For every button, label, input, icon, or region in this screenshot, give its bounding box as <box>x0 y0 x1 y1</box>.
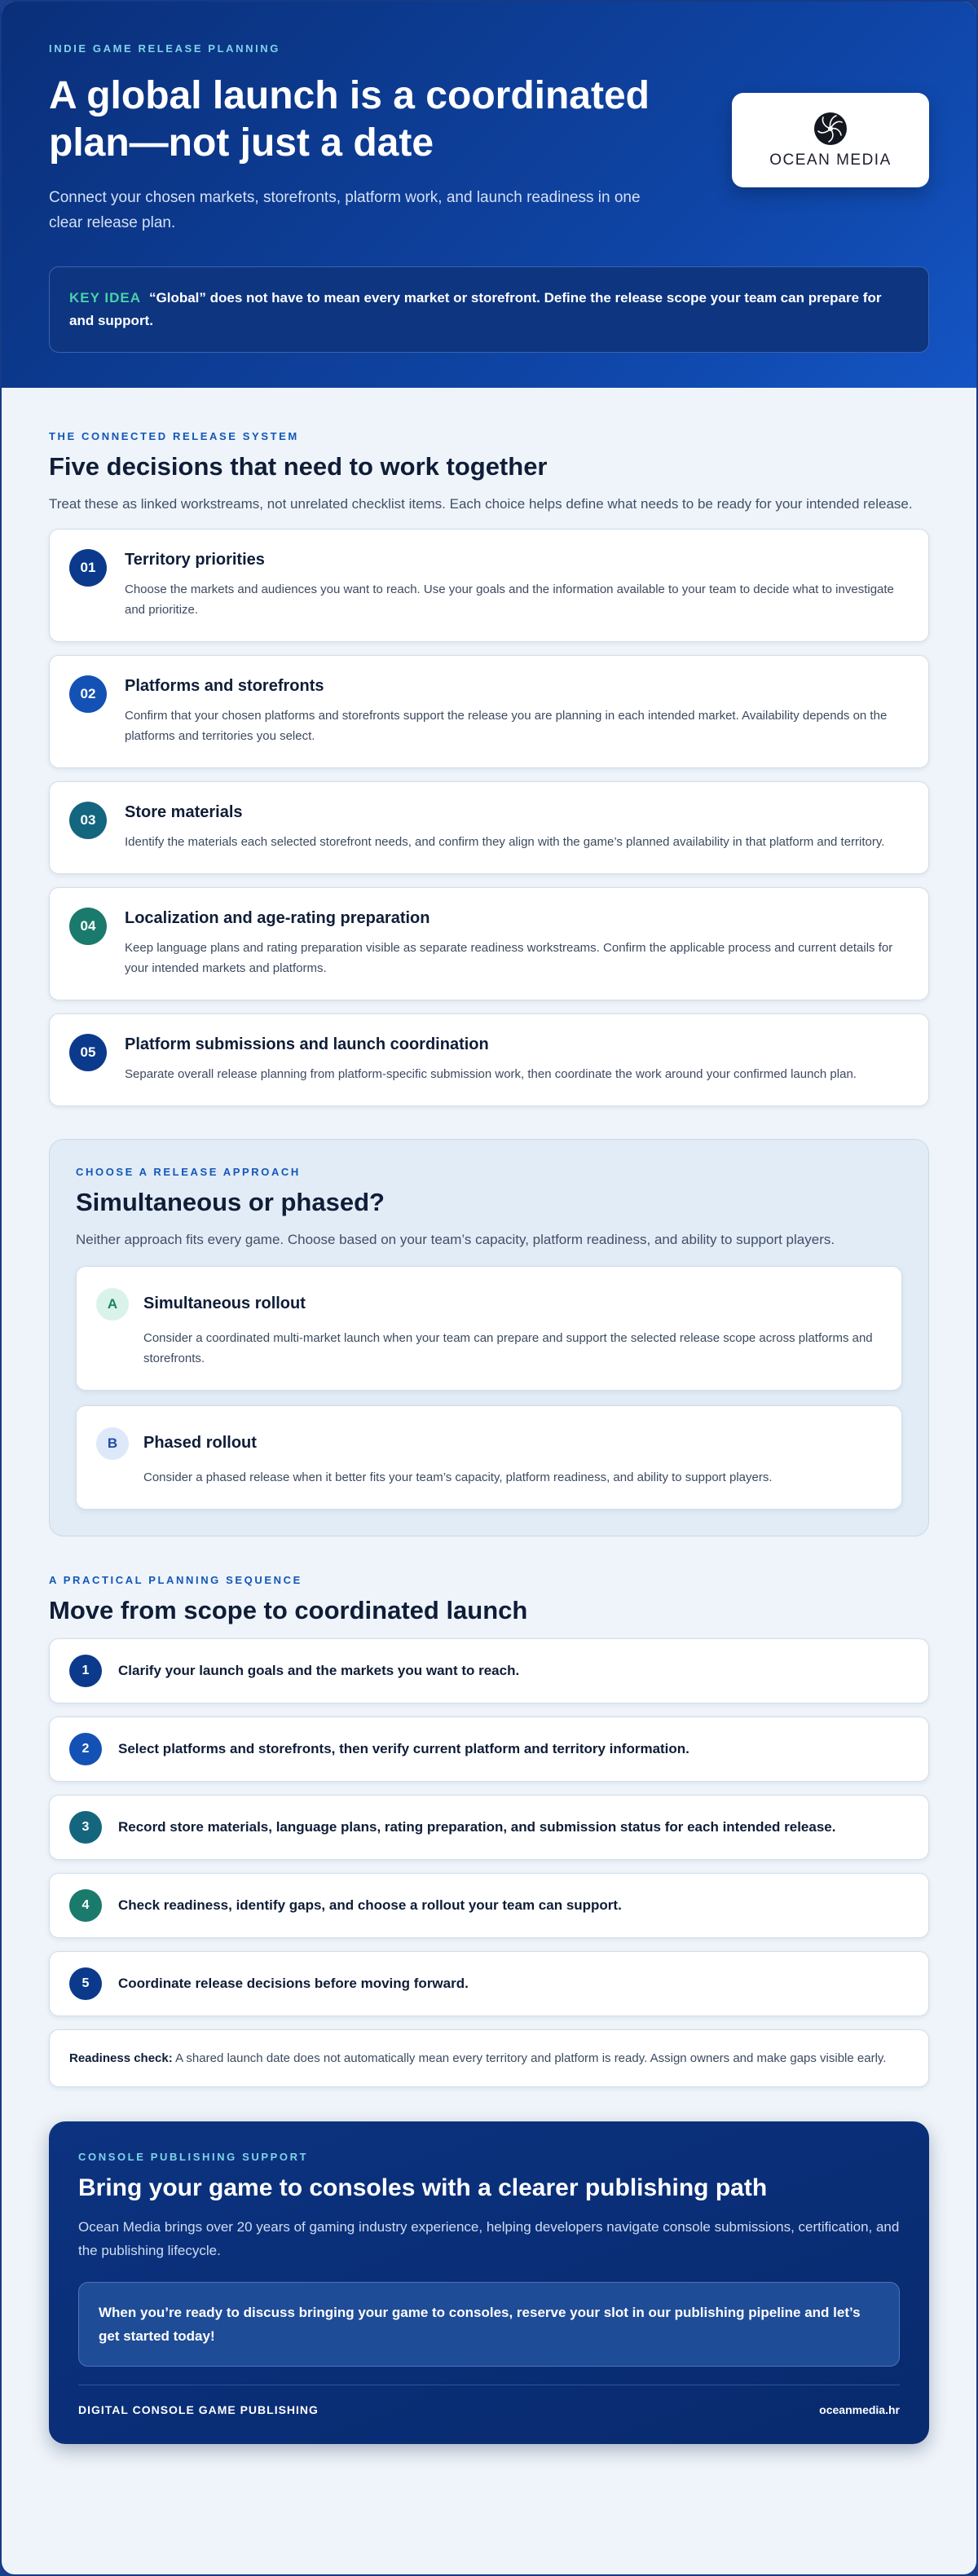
ocean-media-logo <box>732 93 929 187</box>
decision-number: 01 <box>69 549 107 587</box>
step-text: Select platforms and storefronts, then verify current platform and territory information. <box>118 1741 689 1756</box>
decisions-title: Five decisions that need to work together <box>49 452 548 481</box>
hero-header <box>2 2 976 388</box>
decision-card <box>49 887 929 1000</box>
footer-website-link[interactable]: oceanmedia.hr <box>819 2403 900 2416</box>
step-number: 2 <box>69 1733 102 1765</box>
sequence-eyebrow: A PRACTICAL PLANNING SEQUENCE <box>49 1574 302 1586</box>
step-text: Clarify your launch goals and the markets you want to reach. <box>118 1663 520 1678</box>
decision-text: Identify the materials each selected storefront needs, and confirm they align with the game’s planned availability in that platform and territory. <box>125 835 885 849</box>
decision-title: Territory priorities <box>125 551 265 569</box>
decision-text: Separate overall release planning from platform-specific submission work, then coordinate the work around your confirmed launch plan. <box>125 1067 857 1081</box>
decision-title: Platform submissions and launch coordination <box>125 1035 489 1053</box>
readiness-text: A shared launch date does not automatically mean every territory and platform is ready. Assign owners and make gaps visible early. <box>172 2051 887 2065</box>
readiness-label: Readiness check: <box>69 2051 173 2065</box>
logo-wordmark: OCEAN MEDIA <box>769 152 892 169</box>
promo-call-to-action: When you’re ready to discuss bringing your game to consoles, reserve your slot in our publishing pipeline and let’s get started today! <box>78 2282 900 2367</box>
decision-number: 03 <box>69 802 107 839</box>
ocean-media-logo-mark-icon <box>813 111 848 147</box>
sequence-title: Move from scope to coordinated launch <box>49 1596 528 1624</box>
decision-number: 05 <box>69 1034 107 1071</box>
option-title: Simultaneous rollout <box>143 1295 306 1312</box>
step-number: 4 <box>69 1889 102 1922</box>
release-approach-panel <box>49 1139 929 1536</box>
decision-text: Choose the markets and audiences you want to reach. Use your goals and the information available to your team to decide what to investigate and prioritize. <box>125 582 894 617</box>
step-number: 1 <box>69 1655 102 1687</box>
option-text: Consider a coordinated multi-market launch when your team can prepare and support the selected release scope across platforms and storefronts. <box>143 1331 873 1365</box>
planning-sequence-section <box>2 1536 976 2087</box>
readiness-check-note <box>49 2029 929 2087</box>
decision-title: Platforms and storefronts <box>125 677 324 695</box>
key-idea-label: KEY IDEA <box>69 290 141 306</box>
decisions-section <box>2 388 976 1106</box>
option-card-phased <box>76 1405 902 1510</box>
step-text: Check readiness, identify gaps, and choose a rollout your team can support. <box>118 1897 622 1913</box>
decision-title: Localization and age-rating preparation <box>125 909 430 927</box>
key-idea-text: “Global” does not have to mean every market or storefront. Define the release scope your team can prepare for and support. <box>69 290 882 328</box>
key-idea-callout <box>49 266 929 353</box>
sequence-step <box>49 1873 929 1938</box>
option-letter: B <box>96 1427 129 1460</box>
console-publishing-promo <box>49 2121 929 2444</box>
promo-title: Bring your game to consoles with a clearer publishing path <box>78 2174 768 2201</box>
sequence-step <box>49 1795 929 1860</box>
decision-text: Confirm that your chosen platforms and storefronts support the release you are planning in each intended market. Availability depends on the platforms and territories you select. <box>125 709 888 743</box>
hero-subtitle: Connect your chosen markets, storefronts, platform work, and launch readiness in one clear release plan. <box>49 189 641 231</box>
decision-card <box>49 655 929 768</box>
step-text: Record store materials, language plans, rating preparation, and submission status for each intended release. <box>118 1819 836 1835</box>
approach-eyebrow: CHOOSE A RELEASE APPROACH <box>76 1166 301 1178</box>
approach-description: Neither approach fits every game. Choose based on your team’s capacity, platform readiness, and ability to support players. <box>76 1232 835 1247</box>
sequence-step <box>49 1717 929 1782</box>
decisions-eyebrow: THE CONNECTED RELEASE SYSTEM <box>49 430 299 442</box>
sequence-step <box>49 1951 929 2016</box>
approach-title: Simultaneous or phased? <box>76 1188 385 1216</box>
option-card-simultaneous <box>76 1266 902 1391</box>
decision-number: 04 <box>69 908 107 945</box>
hero-eyebrow: INDIE GAME RELEASE PLANNING <box>49 42 280 55</box>
step-text: Coordinate release decisions before moving forward. <box>118 1976 469 1991</box>
decision-card <box>49 1013 929 1106</box>
footer-tagline: DIGITAL CONSOLE GAME PUBLISHING <box>78 2403 319 2416</box>
option-text: Consider a phased release when it better fits your team’s capacity, platform readiness, and ability to support players. <box>143 1470 773 1484</box>
decisions-description: Treat these as linked workstreams, not unrelated checklist items. Each choice helps define what needs to be ready for your intended release. <box>49 496 913 512</box>
decision-text: Keep language plans and rating preparation visible as separate readiness workstreams. Confirm the applicable process and current details for your intended markets and platforms. <box>125 941 893 975</box>
decision-card <box>49 781 929 874</box>
step-number: 3 <box>69 1811 102 1844</box>
decision-number: 02 <box>69 675 107 713</box>
option-title: Phased rollout <box>143 1434 257 1452</box>
option-letter: A <box>96 1288 129 1321</box>
promo-description: Ocean Media brings over 20 years of gaming industry experience, helping developers navigate console submissions, certification, and the publishing lifecycle. <box>78 2219 900 2258</box>
page-title: A global launch is a coordinated plan—not just a date <box>49 74 650 165</box>
promo-eyebrow: CONSOLE PUBLISHING SUPPORT <box>78 2151 309 2163</box>
step-number: 5 <box>69 1967 102 2000</box>
promo-footer <box>78 2385 900 2416</box>
sequence-step <box>49 1638 929 1703</box>
decision-card <box>49 529 929 642</box>
decision-title: Store materials <box>125 803 243 821</box>
